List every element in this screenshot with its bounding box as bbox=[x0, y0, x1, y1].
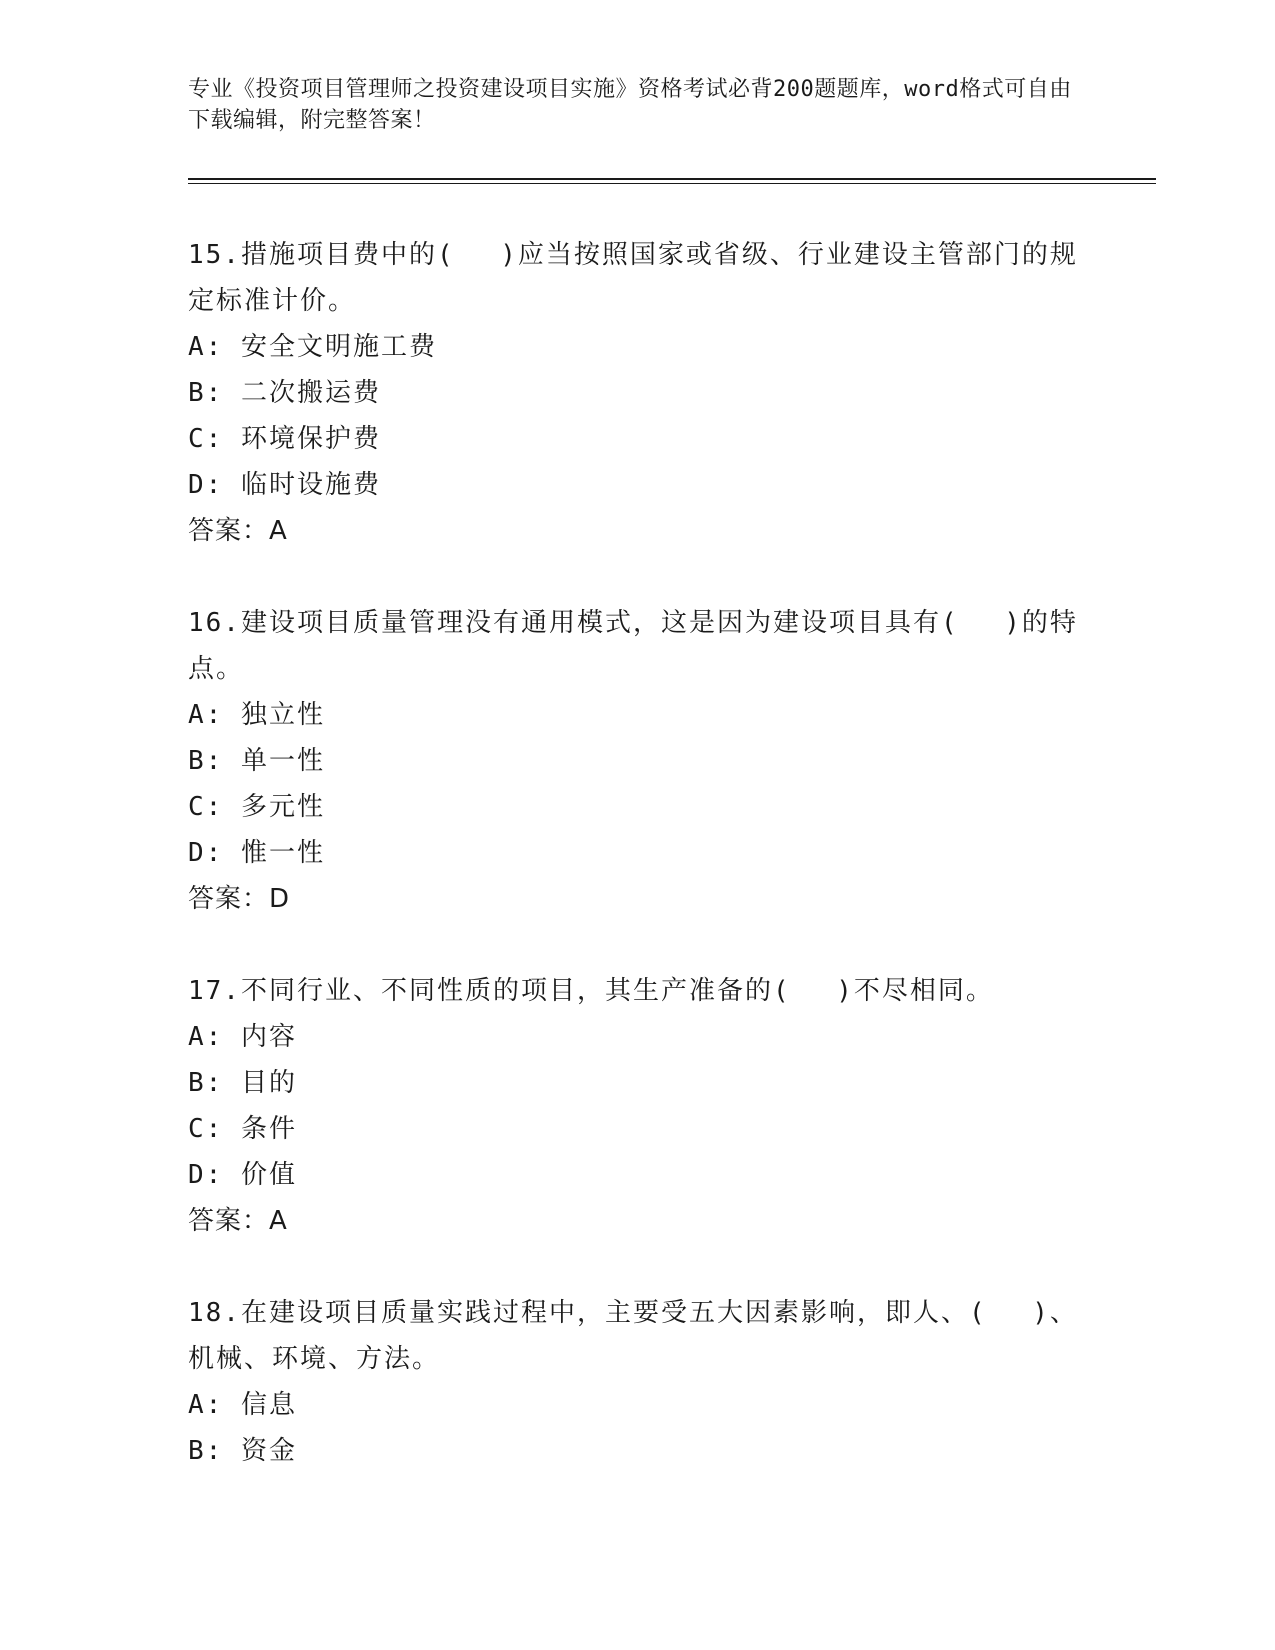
document-header: 专业《投资项目管理师之投资建设项目实施》资格考试必背200题题库，word格式可自由下载编辑，附完整答案！ bbox=[188, 77, 1072, 133]
header-divider-thick bbox=[188, 178, 1156, 180]
answer-line: 答案：A bbox=[188, 1206, 288, 1236]
question-stem: 16.建设项目质量管理没有通用模式，这是因为建设项目具有( )的特点。 bbox=[188, 608, 1078, 684]
question-17 bbox=[188, 968, 1088, 1244]
option-a: A: 内容 bbox=[188, 1022, 297, 1052]
option-d: D: 临时设施费 bbox=[188, 470, 381, 500]
question-15 bbox=[188, 232, 1088, 554]
question-16 bbox=[188, 600, 1088, 922]
option-c: C: 环境保护费 bbox=[188, 424, 381, 454]
option-c: C: 条件 bbox=[188, 1114, 297, 1144]
option-b: B: 二次搬运费 bbox=[188, 378, 381, 408]
header-divider-thin bbox=[188, 183, 1156, 184]
option-d: D: 价值 bbox=[188, 1160, 297, 1190]
question-list bbox=[188, 232, 1088, 1520]
option-a: A: 信息 bbox=[188, 1390, 297, 1420]
option-c: C: 多元性 bbox=[188, 792, 325, 822]
question-18 bbox=[188, 1290, 1088, 1474]
option-a: A: 独立性 bbox=[188, 700, 325, 730]
option-a: A: 安全文明施工费 bbox=[188, 332, 437, 362]
option-b: B: 单一性 bbox=[188, 746, 325, 776]
question-stem: 15.措施项目费中的( )应当按照国家或省级、行业建设主管部门的规定标准计价。 bbox=[188, 240, 1078, 316]
question-stem: 17.不同行业、不同性质的项目，其生产准备的( )不尽相同。 bbox=[188, 976, 994, 1006]
answer-line: 答案：A bbox=[188, 516, 288, 546]
question-stem: 18.在建设项目质量实践过程中，主要受五大因素影响，即人、( )、机械、环境、方法。 bbox=[188, 1298, 1078, 1374]
option-b: B: 目的 bbox=[188, 1068, 297, 1098]
answer-line: 答案：D bbox=[188, 884, 291, 914]
option-b: B: 资金 bbox=[188, 1436, 297, 1466]
option-d: D: 惟一性 bbox=[188, 838, 325, 868]
